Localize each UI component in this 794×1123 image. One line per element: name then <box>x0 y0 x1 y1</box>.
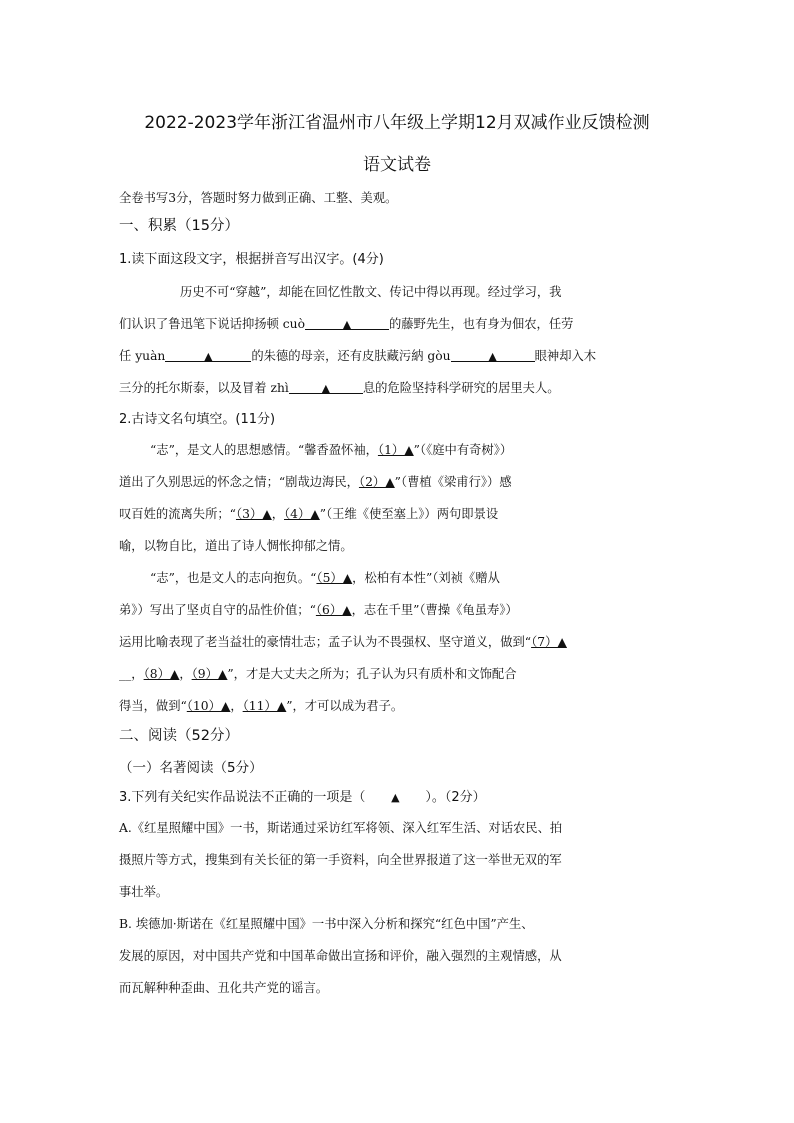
q2-p2-line-1-source: ，松柏有本性”（刘祯《赠从 <box>352 571 500 585</box>
q1-line-3-text-b: 的朱德的母亲，还有皮肤藏污納 gòu <box>251 349 451 363</box>
q2-p2-line-4-comma: ， <box>179 667 192 681</box>
q2-p2-line-2 <box>119 600 679 618</box>
poem-blank-9[interactable]: （9）▲ <box>191 667 228 681</box>
q2-p2-line-4 <box>119 664 679 682</box>
option-b-line-3: 而瓦解种种歪曲、丑化共产党的谣言。 <box>119 981 329 995</box>
blank-marker: ▲ <box>488 350 497 363</box>
poem-blank-7[interactable]: （7）▲ <box>531 635 567 649</box>
poem-blank-1[interactable]: （1）▲ <box>377 443 414 457</box>
section-1-heading: 一、积累（15分） <box>119 218 239 234</box>
q2-p2-line-5-text: 得当，做到“ <box>119 699 187 713</box>
q2-p2-line-5-comma: ， <box>230 699 243 713</box>
q2-p2-line-4-lead: __， <box>119 667 144 681</box>
q2-p2-line-5-end: ”，才可以成为君子。 <box>286 699 404 713</box>
q1-line-2-text-a: 们认识了鲁迅笔下说话抑扬顿 cuò <box>119 317 305 331</box>
q2-p1-line-1 <box>150 440 680 458</box>
q2-p1-line-1-source: ”（《庭中有奇树》） <box>413 443 513 457</box>
q2-p1-line-4: 喻，以物自比，道出了诗人惆怅抑郁之情。 <box>119 539 353 553</box>
poem-blank-11[interactable]: （11）▲ <box>242 699 287 713</box>
poem-blank-2[interactable]: （2）▲ <box>358 475 395 489</box>
q2-p2-line-5 <box>119 696 679 714</box>
blank-marker: ▲ <box>391 791 400 804</box>
q2-p2-line-3-text: 运用比喻表现了老当益壮的豪情壮志；孟子认为不畏强权、坚守道义，做到“ <box>119 635 532 649</box>
q1-line-3 <box>119 346 679 364</box>
poem-blank-4[interactable]: （4）▲ <box>284 507 320 521</box>
answer-blank-cuo[interactable] <box>305 317 389 330</box>
writing-note: 全卷书写3分，答题时努力做到正确、工整、美观。 <box>119 191 398 205</box>
q2-p1-line-3-text: 叹百姓的流离失所；“ <box>119 507 236 521</box>
q1-line-2-text-b: 的藤野先生，也有身为佃农，任劳 <box>388 317 574 331</box>
q1-line-4-text-a: 三分的托尔斯泰，以及冒着 zhì <box>119 381 289 395</box>
q2-p2-line-3 <box>119 632 679 650</box>
question-3-points: ）。（2分） <box>425 790 486 805</box>
q1-line-1: 历史不可“穿越”，却能在回忆性散文、传记中得以再现。经过学习，我 <box>180 285 562 299</box>
answer-blank-zhi[interactable] <box>289 381 363 394</box>
q1-line-3-text-a: 任 yuàn <box>119 349 166 363</box>
poem-blank-6[interactable]: （6）▲ <box>315 603 352 617</box>
question-2-prompt: 2.古诗文名句填空。(11分) <box>119 412 276 427</box>
poem-blank-8[interactable]: （8）▲ <box>143 667 180 681</box>
blank-marker: ▲ <box>342 318 352 331</box>
answer-blank-yuan[interactable] <box>165 349 251 362</box>
question-3-prompt <box>119 786 679 805</box>
option-a-line-2: 摄照片等方式，搜集到有关长征的第一手资料，向全世界报道了这一举世无双的军 <box>119 853 562 867</box>
question-1-prompt: 1.读下面这段文字，根据拼音写出汉字。(4分) <box>119 252 384 267</box>
q1-line-2 <box>119 314 679 332</box>
answer-blank-gou[interactable] <box>451 349 535 362</box>
subsection-heading: （一）名著阅读（5分） <box>119 760 263 776</box>
exam-title: 2022-2023学年浙江省温州市八年级上学期12月双减作业反馈检测 <box>144 113 650 133</box>
exam-subtitle: 语文试卷 <box>363 155 431 175</box>
poem-blank-5[interactable]: （5）▲ <box>316 571 353 585</box>
q1-line-3-text-c: 眼神却入木 <box>534 349 597 363</box>
section-2-heading: 二、阅读（52分） <box>119 728 239 744</box>
q2-p1-line-1-text: “志”，是文人的思想感情。“馨香盈怀袖， <box>150 443 378 457</box>
q2-p1-line-2 <box>119 472 679 490</box>
option-a-line-1: A.《红星照耀中国》一书，斯诺通过采访红军将领、深入红军生活、对话农民、拍 <box>119 821 563 835</box>
answer-choice-blank[interactable] <box>365 790 425 802</box>
q2-p1-line-2-source: ”（曹植《梁甫行》）感 <box>394 475 512 489</box>
blank-marker: ▲ <box>321 382 331 395</box>
q2-p1-line-3-source: ”（王维《使至塞上》）两句即景设 <box>319 507 499 521</box>
q2-p2-line-1-text: “志”，也是文人的志向抱负。“ <box>150 571 317 585</box>
option-b-line-2: 发展的原因，对中国共产党和中国革命做出宣扬和评价，融入强烈的主观情感，从 <box>119 949 562 963</box>
q2-p2-line-4-text: ”，才是大丈夫之所为；孔子认为只有质朴和文饰配合 <box>227 667 517 681</box>
q1-line-4 <box>119 378 679 396</box>
q2-p2-line-1 <box>150 568 680 586</box>
q2-p1-line-3-comma: ， <box>271 507 285 521</box>
q2-p2-line-2-text: 弟》）写出了坚贞自守的品性价值；“ <box>119 603 316 617</box>
poem-blank-10[interactable]: （10）▲ <box>186 699 231 713</box>
q1-line-4-text-b: 息的危险坚持科学研究的居里夫人。 <box>362 381 560 395</box>
q2-p1-line-3 <box>119 504 679 522</box>
poem-blank-3[interactable]: （3）▲ <box>235 507 272 521</box>
option-b-line-1: B. 埃德加·斯诺在《红星照耀中国》一书中深入分析和探究“红色中国”产生、 <box>119 917 534 931</box>
question-3-prompt-text: 3.下列有关纪实作品说法不正确的一项是（ <box>119 790 366 805</box>
option-a-line-3: 事壮举。 <box>119 885 169 899</box>
q2-p2-line-2-source: ，志在千里”（曹操《龟虽寿》） <box>351 603 518 617</box>
q2-p1-line-2-text: 道出了久别思远的怀念之情；“剧哉边海民， <box>119 475 359 489</box>
blank-marker: ▲ <box>204 350 213 363</box>
